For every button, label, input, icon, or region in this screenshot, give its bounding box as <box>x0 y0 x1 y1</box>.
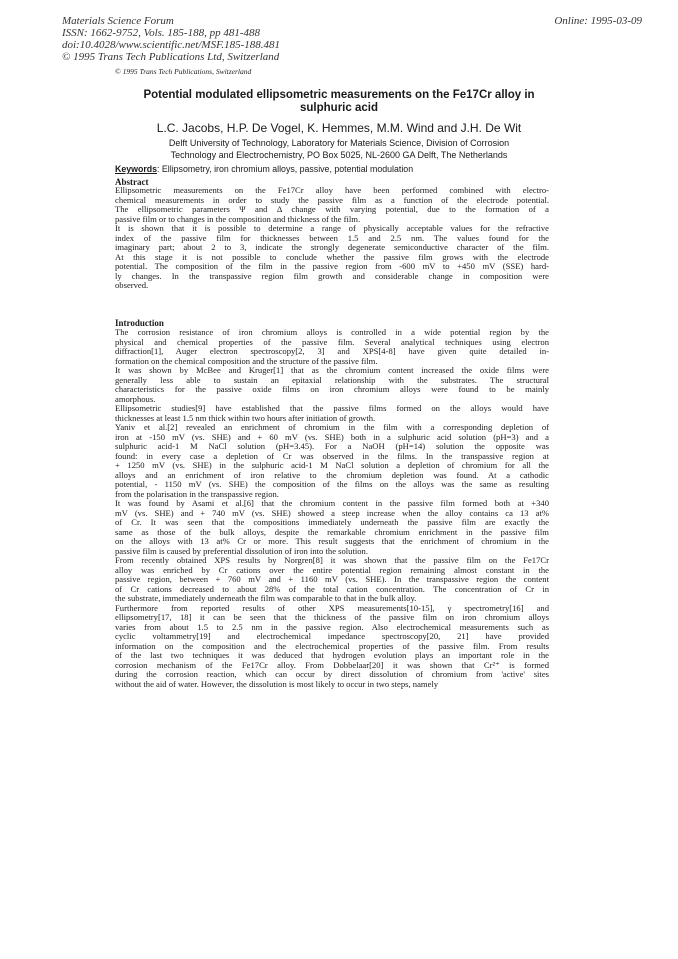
text-line: iron at -150 mV (vs. SHE) and + 60 mV (vs. SHE) both in a sulphuric acid solution (pH=3) and a <box>115 432 549 442</box>
text-line: potential. The composition of the film in the passive region from -600 mV to +450 mV (SSE) hard- <box>115 262 549 271</box>
text-line: Ellipsometric studies[9] have established that the passive films formed on the alloys would have <box>115 404 549 413</box>
text-line: from the polarisation in the transpassive region. <box>115 489 279 499</box>
introduction-heading: Introduction <box>115 318 164 328</box>
text-line: without the aid of water. However, the dissolution is most likely to occur in two steps, namely <box>115 679 439 689</box>
doi-line: doi:10.4028/www.scientific.net/MSF.185-188.481 <box>62 39 281 51</box>
text-line: passive region, between + 760 mV and + 1160 mV (vs. SHE). In the transpassive region the content <box>115 575 549 584</box>
text-line: formation on the chemical composition and the structure of the passive film. <box>115 356 378 366</box>
text-line: At this stage it is not possible to conclude whether the passive film grows with the electrode <box>115 252 549 262</box>
journal-name: Materials Science Forum <box>62 15 174 27</box>
text-line: thicknesses at least 1.5 nm thick within two hours after initiation of growth. <box>115 413 376 423</box>
text-line: on the alloys with 13 at% Cr or more. This result suggests that the enrichment of chromium in the <box>115 537 549 546</box>
text-line: It was found by Asami et al.[6] that the chromium content in the passive film formed both at +340 <box>115 499 549 508</box>
text-line: sulphuric acid-1 M NaCl solution (pH=3.45). For a NaOH (pH=14) solution the opposite was <box>115 442 549 451</box>
text-line: of Cr. It was seen that the compositions immediately underneath the passive film are exactly the <box>115 518 549 527</box>
text-line: ly changes. In the transpassive region film growth and considerable change in composition were <box>115 271 549 281</box>
text-line: From recently obtained XPS results by Norgren[8] it was shown that the passive film on the Fe17Cr <box>115 556 549 565</box>
text-line: imaginary part; about 2 to 3, indicate the strongly degenerate semiconductive character of the film. <box>115 243 549 252</box>
introduction-body <box>115 328 549 689</box>
text-line: generally less able to sustain an epitaxial relationship with the substrates. The structural <box>115 375 549 385</box>
text-line: characteristics for the passive oxide films on iron chromium alloys were found to be mainly <box>115 385 549 394</box>
publisher-copyright: © 1995 Trans Tech Publications, Switzerland <box>115 67 252 76</box>
text-line: corrosion mechanism of the Fe17Cr alloy. From Dobbelaar[20] it was shown that Cr²⁺ is formed <box>115 660 549 670</box>
text-line: alloy was enriched by Cr cations over the entire potential region remaining almost constant in the <box>115 565 549 575</box>
affiliation-line-2: Technology and Electrochemistry, PO Box 5025, NL-2600 GA Delft, The Netherlands <box>170 149 508 160</box>
affiliation-line-1: Delft University of Technology, Laboratory for Materials Science, Division of Corrosion <box>168 138 510 148</box>
text-line: The ellipsometric parameters Ψ and Δ change with varying potential, due to the formation of a <box>115 205 549 214</box>
text-line: Ellipsometric measurements on the Fe17Cr alloy have been performed combined with electro- <box>115 186 549 195</box>
text-line: of Cr cations decreased to about 28% of the total cation concentration. The concentration of Cr in <box>115 584 549 594</box>
online-date: Online: 1995-03-09 <box>554 15 642 27</box>
text-line: found: in every case a depletion of Cr was observed in the films. In the transpassive region at <box>115 451 549 461</box>
keywords <box>115 164 413 174</box>
text-line: passive film is caused by preferential dissolution of iron into the solution. <box>115 546 368 556</box>
text-line: the substrate, immediately underneath the film was comparable to that in the bulk alloy. <box>115 594 417 603</box>
text-line: alloys and an enrichment of iron relative to the chromium depletion was found. At a cathodic <box>115 470 549 480</box>
text-line: Furthermore from reported results of other XPS measurements[10-15], γ spectrometry[16] and <box>115 603 549 613</box>
text-line: diffraction[1], Auger electron spectroscopy[2, 3] and XPS[4-8] have given quite detailed in- <box>115 347 549 356</box>
title-line-2: sulphuric acid <box>300 102 378 114</box>
text-line: mV (vs. SHE) and + 740 mV (vs. SHE) showed a steep increase when the alloy contains ca 13 at% <box>115 508 549 518</box>
text-line: amorphous. <box>115 394 156 404</box>
text-line: index of the passive film for thicknesses between 1.5 and 2.5 nm. The values found for the <box>115 233 549 243</box>
keywords-label: Keywords <box>115 164 158 174</box>
text-line: + 1250 mV (vs. SHE) in the sulphuric acid-1 M NaCl solution a depletion of chromium for all the <box>115 461 549 470</box>
text-line: of the last two techniques it was deduced that hydrogen evolution plays an important role in the <box>115 651 549 660</box>
title-line-1: Potential modulated ellipsometric measurements on the Fe17Cr alloy in <box>143 89 535 101</box>
abstract-body <box>115 186 549 291</box>
text-line: Yaniv et al.[2] revealed an enrichment of chromium in the film with a corresponding depletion of <box>115 423 549 432</box>
author-list: L.C. Jacobs, H.P. De Vogel, K. Hemmes, M.M. Wind and J.H. De Wit <box>156 121 522 135</box>
text-line: observed. <box>115 281 149 290</box>
text-line: It was shown by McBee and Kruger[1] that as the chromium content increased the oxide films were <box>115 366 549 375</box>
text-line: chemical measurements in order to study the passive film as a function of the electrode potential. <box>115 195 549 205</box>
abstract-heading: Abstract <box>115 177 149 187</box>
text-line: passive film or to changes in the composition and thickness of the film. <box>115 214 361 224</box>
issn-line: ISSN: 1662-9752, Vols. 185-188, pp 481-488 <box>62 27 260 39</box>
keywords-text: : Ellipsometry, iron chromium alloys, passive, potential modulation <box>157 164 414 174</box>
text-line: The corrosion resistance of iron chromium alloys is controlled in a wide potential region by the <box>115 328 549 337</box>
text-line: potential, - 1150 mV (vs. SHE) the composition of the films on the alloys was the same as resulting <box>115 480 549 489</box>
affiliation <box>100 138 578 161</box>
text-line: same as those of the bulk alloys, despite the remarkable chromium enrichment in the passive film <box>115 527 549 537</box>
journal-header <box>62 15 280 63</box>
copyright-line: © 1995 Trans Tech Publications Ltd, Switzerland <box>62 51 280 63</box>
text-line: during the corrosion reaction, which can occur by direct dissolution of chromium from 'active' sites <box>115 670 549 679</box>
text-line: varies from about 1.5 to 2.5 nm in the passive region. Also electrochemical measurements such as <box>115 622 549 632</box>
text-line: physical and chemical properties of the passive film. Several analytical techniques using electron <box>115 337 549 347</box>
text-line: ellipsometry[17, 18] it can be seen that the thickness of the passive film on iron chromium alloys <box>115 613 549 622</box>
paper-title <box>100 89 578 115</box>
text-line: cyclic voltammetry[19] and electrochemical impedance spectroscopy[20, 21] have provided <box>115 632 549 641</box>
text-line: It is shown that it is possible to determine a range of physically acceptable values for the refractive <box>115 224 549 233</box>
text-line: information on the composition and the electrochemical properties of the passive film. From results <box>115 641 549 651</box>
